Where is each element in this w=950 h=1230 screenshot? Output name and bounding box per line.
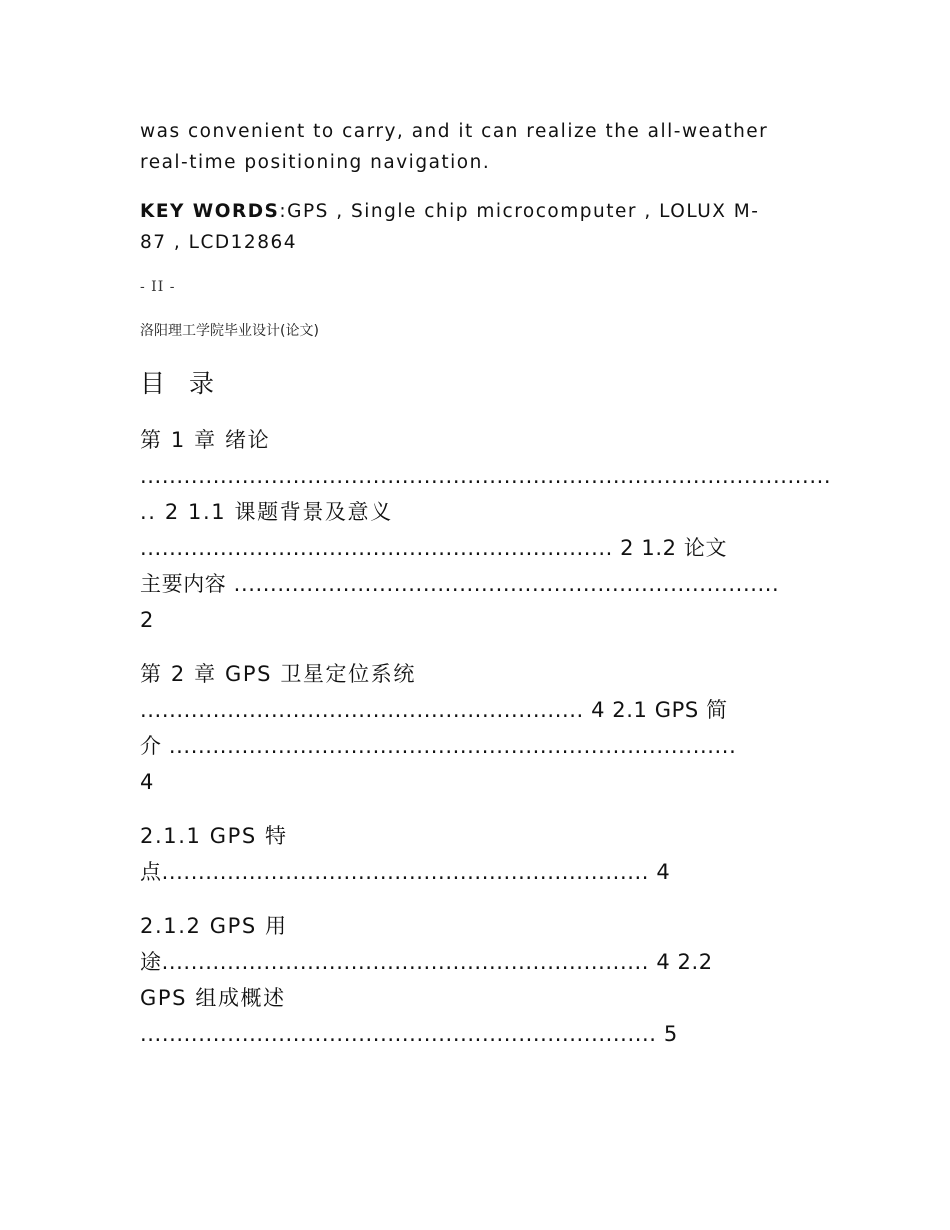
toc-title: 目 录 (140, 369, 222, 398)
toc-line: 2.1.2 GPS 用 (140, 914, 288, 938)
keywords-line-1 (140, 196, 759, 227)
keywords-label: KEY WORDS (140, 201, 280, 222)
toc-line: 点................................................................... 4 (140, 860, 671, 884)
toc-line: 途................................................................... 4 2.2 (140, 950, 713, 974)
keywords-line-2: 87 , LCD12864 (140, 232, 298, 253)
toc-line: 介 .............................................................................. (140, 734, 737, 758)
toc-line: 第 1 章 绪论 (140, 428, 271, 452)
toc-line: ............................................................................................... (140, 464, 832, 488)
page-number: - II - (140, 279, 176, 295)
toc-line: ....................................................................... 5 (140, 1022, 678, 1046)
toc-line: .. 2 1.1 课题背景及意义 (140, 500, 393, 524)
keywords-values: :GPS , Single chip microcomputer , LOLUX M- (279, 201, 760, 222)
toc-line: 4 (140, 770, 155, 794)
running-header: 洛阳理工学院毕业设计(论文) (140, 323, 319, 339)
toc-line: 2 (140, 608, 155, 632)
abstract-line-2: real-time positioning navigation. (140, 152, 491, 173)
toc-line: 第 2 章 GPS 卫星定位系统 (140, 662, 416, 686)
keywords (140, 196, 759, 258)
abstract-text (140, 116, 768, 178)
toc-line: ................................................................. 2 1.2 论文 (140, 536, 728, 560)
toc-line: GPS 组成概述 (140, 986, 286, 1010)
toc-chapter-1 (140, 422, 831, 638)
toc-section-2-1-2 (140, 908, 713, 1052)
toc-line: 主要内容 ........................................................................... (140, 572, 780, 596)
toc-section-2-1-1 (140, 818, 670, 890)
toc-line: ............................................................. 4 2.1 GPS 简 (140, 698, 728, 722)
toc-chapter-2 (140, 656, 736, 800)
abstract-line-1: was convenient to carry, and it can realize the all-weather (140, 121, 769, 142)
toc-line: 2.1.1 GPS 特 (140, 824, 288, 848)
